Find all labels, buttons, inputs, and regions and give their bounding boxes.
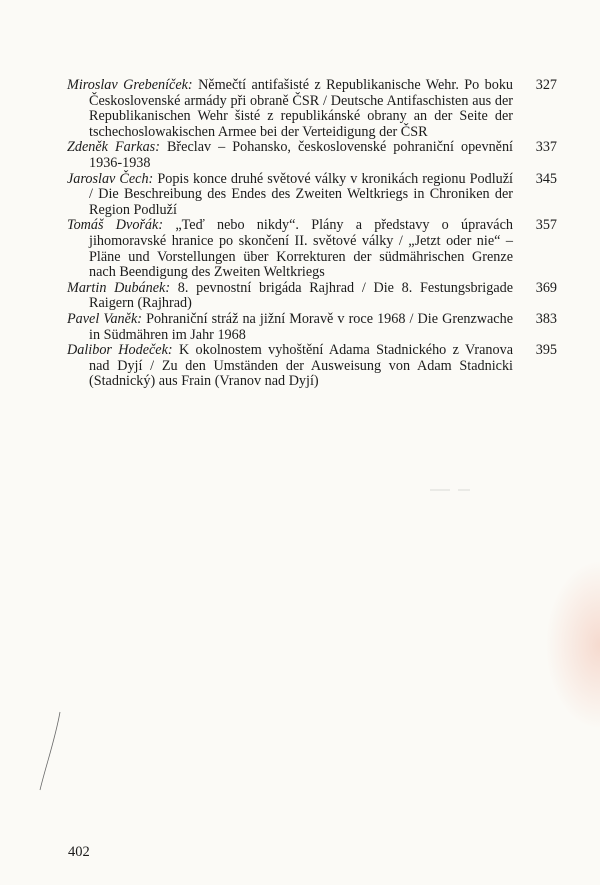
entry-title: Pohraniční stráž na jižní Moravě v roce 1968 / Die Grenzwache in Südmähren im Jahr 1968 — [89, 310, 513, 343]
toc-entry[interactable] — [67, 281, 557, 312]
folio-page-number: 402 — [68, 844, 90, 860]
entry-author: Miroslav Grebeníček: — [67, 77, 193, 93]
entry-title: Němečtí antifašisté z Republikanische Wehr. Po boku Československé armády při obraně ČSR / Deutsche Antifaschisten aus der Republikanischen Wehr šisté z republikánské obrany an der Seite der tschechoslowakischen Armee bei der Verteidigung der ČSR — [89, 77, 514, 140]
entry-page-number: 383 — [535, 310, 557, 327]
entry-page-number: 369 — [535, 279, 557, 296]
entry-title: K okolnostem vyhoštění Adama Stadnického z Vranova nad Dyjí / Zu den Umständen der Ausweisung von Adam Stadnicki (Stadnický) aus Frain (Vranov nad Dyjí) — [89, 342, 513, 390]
entry-title: „Teď nebo nikdy“. Plány a představy o úpravách jihomoravské hranice po skončení II. světové války / „Jetzt oder nie“ – Pläne und Vorstellungen über Korrekturen der südmährischen Grenze nach Beendigung des Zweiten Weltkriegs — [89, 217, 514, 281]
toc-entry[interactable] — [67, 218, 557, 280]
entry-author: Jaroslav Čech: — [67, 170, 154, 187]
entry-page-number: 327 — [535, 77, 557, 93]
entry-page-number: 345 — [535, 170, 557, 187]
toc-entry[interactable] — [67, 140, 557, 171]
entry-page-number: 337 — [535, 139, 557, 156]
entry-author: Tomáš Dvořák: — [67, 217, 164, 234]
entry-author: Pavel Vaněk: — [67, 310, 142, 327]
entry-page-number: 395 — [535, 342, 557, 359]
entry-page-number: 357 — [535, 217, 557, 234]
entry-author: Zdeněk Farkas: — [67, 139, 160, 156]
entry-title: Popis konce druhé světové války v kronikách regionu Podluží / Die Beschreibung des Endes des Zweiten Weltkriegs in Chroniken der Region Podluží — [89, 170, 514, 218]
toc-entry[interactable] — [67, 78, 557, 140]
table-of-contents — [67, 78, 557, 390]
toc-entry[interactable] — [67, 172, 557, 219]
entry-author: Martin Dubánek: — [67, 279, 171, 296]
entry-title: Břeclav – Pohansko, československé pohraniční opevnění 1936-1938 — [89, 139, 514, 171]
entry-author: Dalibor Hodeček: — [67, 342, 173, 359]
entry-title: 8. pevnostní brigáda Rajhrad / Die 8. Festungsbrigade Raigern (Rajhrad) — [89, 279, 514, 312]
toc-entry[interactable] — [67, 312, 557, 343]
toc-entry[interactable] — [67, 343, 557, 390]
